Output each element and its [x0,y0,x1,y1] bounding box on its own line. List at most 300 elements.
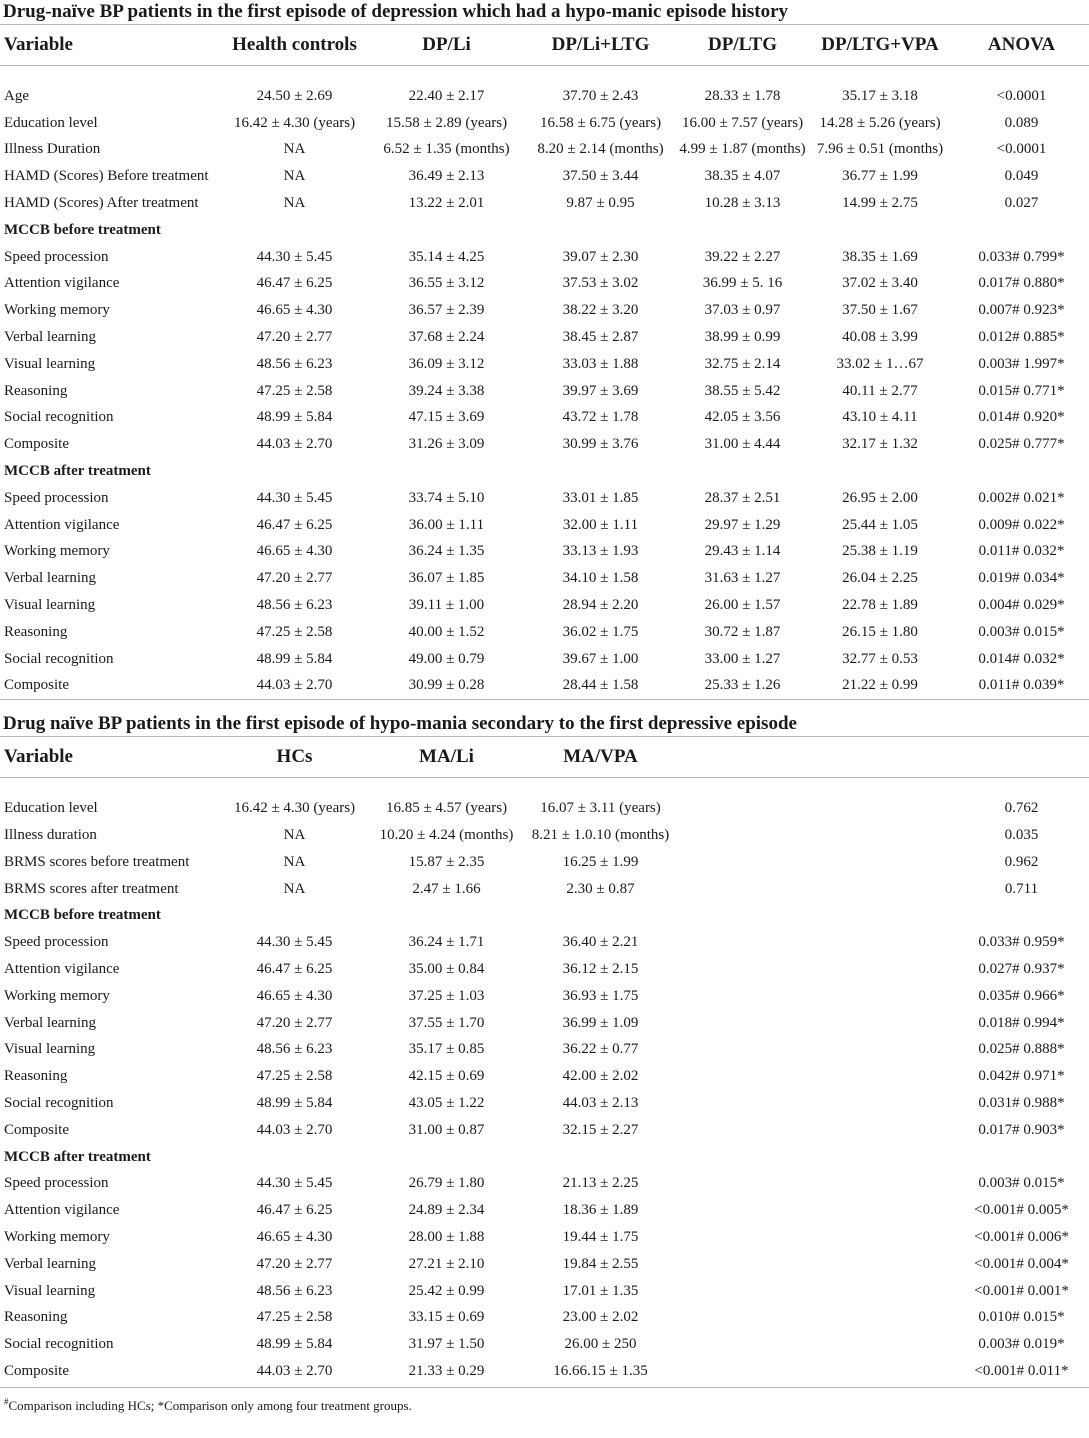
table-cell: 39.07 ± 2.30 [562,248,639,265]
table-cell: 46.47 ± 6.25 [256,961,333,977]
table-cell [679,1304,806,1331]
table-cell: 39.97 ± 3.69 [562,382,639,399]
table-cell: 36.99 ± 5. 16 [702,275,783,292]
row-label: Reasoning [4,623,68,640]
row-label: Social recognition [4,409,114,426]
table-cell [679,1063,806,1090]
table-cell [679,956,806,983]
table-cell: 37.53 ± 3.02 [562,275,639,292]
table-cell: 9.87 ± 0.95 [566,195,635,212]
row-label: BRMS scores before treatment [4,853,190,870]
table-cell: 37.03 ± 0.97 [704,302,781,319]
table-cell: 38.22 ± 3.20 [562,302,639,319]
table-cell: 26.04 ± 2.25 [842,570,918,587]
row-label: Visual learning [4,1041,96,1058]
table-cell: 36.40 ± 2.21 [562,934,639,951]
row-label: Social recognition [4,650,114,667]
column-header: Health controls [218,25,371,66]
table1-body [0,66,1089,700]
table-cell: 38.35 ± 1.69 [842,248,918,265]
table-cell: <0.001# 0.001* [974,1282,1069,1299]
table-cell: 47.25 ± 2.58 [256,1309,333,1326]
table-cell: 8.20 ± 2.14 (months) [537,141,664,158]
table-cell: 31.97 ± 1.50 [408,1336,485,1353]
table-cell: 0.031# 0.988* [978,1094,1065,1111]
row-label: Composite [4,1121,70,1138]
table-cell: 37.70 ± 2.43 [562,87,639,104]
table-cell [806,983,954,1010]
table-cell: 0.007# 0.923* [978,302,1065,319]
table-cell: 30.72 ± 1.87 [704,623,781,640]
table-row [0,110,1089,137]
row-label: BRMS scores after treatment [4,880,179,897]
table-row [0,1358,1089,1385]
table-cell: 27.21 ± 2.10 [408,1255,485,1272]
table-cell: 40.00 ± 1.52 [408,623,485,640]
column-header: DP/LTG+VPA [806,25,954,66]
table-cell: 46.47 ± 6.25 [256,516,333,533]
table-cell: 48.56 ± 6.23 [256,597,333,614]
table-row [0,1224,1089,1251]
table-row [0,1251,1089,1278]
table-cell: 18.36 ± 1.89 [562,1202,639,1219]
table-cell: 0.009# 0.022* [978,516,1065,533]
table-cell [806,1278,954,1305]
table1-header-row [0,25,1089,66]
table-cell: 0.003# 0.015* [978,623,1065,640]
table-row [0,1170,1089,1197]
table-cell: 28.37 ± 2.51 [704,489,781,506]
table-cell: 37.50 ± 1.67 [842,302,918,319]
table-cell: 0.017# 0.903* [978,1121,1065,1138]
table-cell: 4.99 ± 1.87 (months) [679,141,806,158]
row-label: Visual learning [4,355,96,372]
table-cell [806,1304,954,1331]
table-cell: 47.20 ± 2.77 [256,570,333,587]
table-cell: 44.03 ± 2.13 [562,1094,639,1111]
row-label: Reasoning [4,1068,68,1085]
table-row [0,244,1089,271]
table-cell [679,1010,806,1037]
table-cell: 14.99 ± 2.75 [842,195,918,212]
table-cell: 38.55 ± 5.42 [704,382,781,399]
table-cell: 37.55 ± 1.70 [408,1014,485,1031]
column-header: Variable [0,25,218,66]
table-row [0,1304,1089,1331]
table-cell: 22.40 ± 2.17 [408,87,485,104]
footnote-hash-mark: # [4,1396,9,1407]
table2-body [0,778,1089,1385]
table-cell: 17.01 ± 1.35 [562,1282,639,1299]
table-cell: 25.33 ± 1.26 [704,677,781,694]
table-cell: 0.011# 0.032* [978,543,1065,560]
table-cell [806,1117,954,1144]
table-cell: 23.00 ± 2.02 [562,1309,639,1326]
table-cell: 2.47 ± 1.66 [412,880,481,897]
table-row [0,646,1089,673]
table-cell: 39.67 ± 1.00 [562,650,639,667]
table-cell: 28.44 ± 1.58 [562,677,639,694]
table-cell: 26.00 ± 1.57 [704,597,781,614]
table-cell: 48.99 ± 5.84 [256,650,333,667]
row-label: Working memory [4,987,110,1004]
table-cell: 0.018# 0.994* [978,1014,1065,1031]
table-cell: 47.20 ± 2.77 [256,329,333,346]
row-label: Working memory [4,1228,110,1245]
row-label: Social recognition [4,1336,114,1353]
table-cell: 31.63 ± 1.27 [704,570,781,587]
table-row [0,485,1089,512]
row-label: Composite [4,436,70,453]
row-label: Reasoning [4,382,68,399]
table-cell [806,849,954,876]
table-cell [806,876,954,903]
table-cell: 0.011# 0.039* [978,677,1065,694]
table-cell: 39.24 ± 3.38 [408,382,485,399]
table-cell: 32.00 ± 1.11 [562,516,639,533]
table-cell: 46.47 ± 6.25 [256,275,333,292]
row-label: Illness Duration [4,141,101,158]
table-cell: 16.58 ± 6.75 (years) [539,114,662,131]
table-cell: 48.56 ± 6.23 [256,355,333,372]
table-cell: 30.99 ± 3.76 [562,436,639,453]
table-cell: 32.15 ± 2.27 [562,1121,639,1138]
row-label: HAMD (Scores) Before treatment [4,168,209,185]
table-cell: 38.45 ± 2.87 [562,329,639,346]
row-label: Visual learning [4,1282,96,1299]
column-header: DP/Li+LTG [522,25,679,66]
row-label: Verbal learning [4,1014,97,1031]
table-cell: 28.94 ± 2.20 [562,597,639,614]
row-label: Visual learning [4,597,96,614]
row-label: Speed procession [4,248,109,265]
table-cell: 0.762 [1004,800,1039,817]
row-label: Illness duration [4,827,97,844]
table-cell: 31.00 ± 0.87 [408,1121,485,1138]
table-cell: 16.42 ± 4.30 (years) [233,800,356,817]
subheading-row [0,217,1089,244]
table-cell: <0.0001 [996,141,1047,158]
table-cell: 0.014# 0.920* [978,409,1065,426]
table-row [0,822,1089,849]
table-cell: 19.44 ± 1.75 [562,1228,639,1245]
table-cell: 16.07 ± 3.11 (years) [540,800,661,817]
table-cell: 36.07 ± 1.85 [408,570,485,587]
table-cell: NA [283,141,306,158]
table-cell: 36.93 ± 1.75 [562,987,639,1004]
table-cell [679,1090,806,1117]
table-cell: 42.00 ± 2.02 [562,1068,639,1085]
table-cell: 31.26 ± 3.09 [408,436,485,453]
table-cell: 37.68 ± 2.24 [408,329,485,346]
table-cell [679,983,806,1010]
table-cell: 42.15 ± 0.69 [408,1068,485,1085]
table-cell: 32.75 ± 2.14 [704,355,781,372]
table-cell [806,1063,954,1090]
table2 [0,736,1089,1385]
row-label: Composite [4,677,70,694]
table-cell: 36.09 ± 3.12 [408,355,485,372]
table-cell [806,1251,954,1278]
table-cell: 48.99 ± 5.84 [256,1336,333,1353]
table1 [0,24,1089,699]
table-cell: 33.03 ± 1.88 [562,355,639,372]
table-cell: 0.027 [1004,195,1039,212]
table-row [0,1117,1089,1144]
table-cell: 0.089 [1004,114,1039,131]
table-cell: 10.28 ± 3.13 [704,195,781,212]
table-cell: 35.17 ± 0.85 [408,1041,485,1058]
table-cell: 36.00 ± 1.11 [408,516,485,533]
table-cell: 36.22 ± 0.77 [562,1041,639,1058]
table-cell: 0.042# 0.971* [978,1068,1065,1085]
table-row [0,849,1089,876]
subheading: MCCB before treatment [4,907,161,924]
table-cell: 31.00 ± 4.44 [704,436,781,453]
row-label: Verbal learning [4,570,97,587]
table-cell: 0.711 [1004,880,1039,897]
table-cell: 44.30 ± 5.45 [256,489,333,506]
table-row [0,190,1089,217]
table-cell: 49.00 ± 0.79 [408,650,485,667]
table-cell: 21.13 ± 2.25 [562,1175,639,1192]
table-cell: <0.001# 0.005* [974,1202,1069,1219]
table-cell [806,929,954,956]
table-row [0,163,1089,190]
row-label: HAMD (Scores) After treatment [4,195,199,212]
table-cell [679,849,806,876]
table-cell: 36.02 ± 1.75 [562,623,639,640]
table-cell: 47.15 ± 3.69 [408,409,485,426]
table-cell: 15.87 ± 2.35 [408,853,485,870]
table-cell: 36.12 ± 2.15 [562,961,639,977]
table-cell [679,1251,806,1278]
table-cell: 36.99 ± 1.09 [562,1014,639,1031]
table-cell: 22.78 ± 1.89 [842,597,918,614]
table-cell: 46.65 ± 4.30 [256,1228,333,1245]
table-row [0,1090,1089,1117]
table-cell: 21.22 ± 0.99 [842,677,918,694]
column-header: HCs [218,737,371,778]
table-cell: 14.28 ± 5.26 (years) [819,114,941,131]
row-label: Speed procession [4,934,109,951]
table-cell: 40.08 ± 3.99 [842,329,918,346]
column-header: ANOVA [954,25,1089,66]
table-cell: 24.50 ± 2.69 [256,87,333,104]
column-header: MA/VPA [522,737,679,778]
table-row [0,592,1089,619]
footnote-star-mark: * [157,1398,165,1414]
table-cell: 40.11 ± 2.77 [842,382,918,399]
table-cell: 33.01 ± 1.85 [562,489,639,506]
table-cell: 44.30 ± 5.45 [256,248,333,265]
column-header: DP/Li [371,25,522,66]
table-row [0,351,1089,378]
table-cell: 25.38 ± 1.19 [842,543,918,560]
row-label: Speed procession [4,1175,109,1192]
table-cell: 44.03 ± 2.70 [256,1121,333,1138]
table-cell: 16.00 ± 7.57 (years) [681,114,804,131]
row-label: Social recognition [4,1094,114,1111]
table-row [0,983,1089,1010]
table-row [0,795,1089,822]
table-cell: NA [283,880,306,897]
table-cell: 0.035# 0.966* [978,987,1065,1004]
row-label: Education level [4,800,98,817]
subheading: MCCB before treatment [4,221,161,238]
table-cell: 0.004# 0.029* [978,597,1065,614]
table-cell: 48.99 ± 5.84 [256,1094,333,1111]
table-cell: 25.44 ± 1.05 [842,516,918,533]
row-label: Working memory [4,543,110,560]
table-row [0,565,1089,592]
row-label: Verbal learning [4,1255,97,1272]
column-header [806,737,954,778]
table-cell: 37.50 ± 3.44 [562,168,639,185]
column-header: Variable [0,737,218,778]
column-header [954,737,1089,778]
footnote [0,1387,1089,1415]
row-label: Speed procession [4,489,109,506]
table-cell: 35.14 ± 4.25 [408,248,485,265]
table-cell [806,822,954,849]
table-cell: 26.15 ± 1.80 [842,623,918,640]
table-cell: 21.33 ± 0.29 [408,1362,485,1379]
table-divider [0,699,1089,712]
table-cell: 48.56 ± 6.23 [256,1041,333,1058]
table-cell [679,795,806,822]
table-cell: 32.17 ± 1.32 [842,436,918,453]
table-cell: 0.014# 0.032* [978,650,1065,667]
table-cell: 0.003# 1.997* [978,355,1065,372]
row-label: Education level [4,114,98,131]
table1-title: Drug-naïve BP patients in the first episode of depression which had a hypo-manic episode history [3,1,789,22]
table-cell: 36.24 ± 1.71 [408,934,485,951]
table-cell: 44.03 ± 2.70 [256,1362,333,1379]
table-cell: 16.85 ± 4.57 (years) [385,800,508,817]
table-row [0,673,1089,700]
table-cell [679,929,806,956]
table-cell: 26.00 ± 250 [564,1336,637,1353]
table-cell: 2.30 ± 0.87 [566,880,635,897]
table-row [0,324,1089,351]
subheading: MCCB after treatment [4,463,151,480]
table-cell: 47.20 ± 2.77 [256,1255,333,1272]
subheading-row [0,903,1089,930]
table-cell: 26.79 ± 1.80 [408,1175,485,1192]
table-cell [679,1117,806,1144]
table-cell: 28.33 ± 1.78 [704,87,781,104]
table-cell [806,1331,954,1358]
table-cell: 32.77 ± 0.53 [842,650,918,667]
subheading-row [0,1144,1089,1171]
table-cell [679,1037,806,1064]
table-cell: 36.55 ± 3.12 [408,275,485,292]
table-cell [806,1090,954,1117]
table-cell [806,1010,954,1037]
table-cell: <0.001# 0.006* [974,1228,1069,1245]
table-cell [679,876,806,903]
table-cell [806,1197,954,1224]
table-cell: 16.66.15 ± 1.35 [553,1362,648,1379]
table-cell: 43.72 ± 1.78 [562,409,639,426]
table-cell: 46.65 ± 4.30 [256,987,333,1004]
row-label: Reasoning [4,1309,68,1326]
table-cell: 36.77 ± 1.99 [842,168,918,185]
table-cell: 26.95 ± 2.00 [842,489,918,506]
table-row [0,956,1089,983]
table-cell: 0.025# 0.888* [978,1041,1065,1058]
table-cell: <0.001# 0.004* [974,1255,1069,1272]
table-cell [679,1278,806,1305]
subheading: MCCB after treatment [4,1148,151,1165]
table-cell: 47.20 ± 2.77 [256,1014,333,1031]
table-cell: 28.00 ± 1.88 [408,1228,485,1245]
table-cell [806,1037,954,1064]
table-cell: 0.019# 0.034* [978,570,1065,587]
table-cell: 43.10 ± 4.11 [842,409,918,426]
table-cell: 16.25 ± 1.99 [562,853,639,870]
table-cell [806,795,954,822]
table-cell [806,1358,954,1385]
table-row [0,1037,1089,1064]
table-cell: NA [283,853,306,870]
table-cell: 46.65 ± 4.30 [256,302,333,319]
table-cell: 48.99 ± 5.84 [256,409,333,426]
table-row [0,876,1089,903]
table-cell: 24.89 ± 2.34 [408,1202,485,1219]
table-cell: 42.05 ± 3.56 [704,409,781,426]
row-label: Attention vigilance [4,961,120,977]
table-cell: 44.30 ± 5.45 [256,934,333,951]
table-cell: 13.22 ± 2.01 [408,195,485,212]
table-cell: 44.03 ± 2.70 [256,436,333,453]
table-cell: 0.049 [1004,168,1039,185]
table-cell: NA [283,827,306,844]
table-cell: 6.52 ± 1.35 (months) [383,141,510,158]
table-cell [806,956,954,983]
table-cell: <0.0001 [996,87,1047,104]
table-cell: 46.47 ± 6.25 [256,1202,333,1219]
table-cell: 8.21 ± 1.0.10 (months) [531,827,670,844]
table-cell: 36.57 ± 2.39 [408,302,485,319]
column-header: MA/Li [371,737,522,778]
table-cell: 29.43 ± 1.14 [704,543,781,560]
table-cell: <0.001# 0.011* [974,1362,1069,1379]
table-cell [679,1197,806,1224]
table-cell: 36.49 ± 2.13 [408,168,485,185]
subheading-row [0,458,1089,485]
table-row [0,1063,1089,1090]
row-label: Verbal learning [4,329,97,346]
table-cell: 39.11 ± 1.00 [408,597,485,614]
table-cell: NA [283,168,306,185]
table-cell: 0.017# 0.880* [978,275,1065,292]
table-cell: 43.05 ± 1.22 [408,1094,485,1111]
table-cell: 44.30 ± 5.45 [256,1175,333,1192]
table2-header-row [0,737,1089,778]
table-cell: 0.025# 0.777* [978,436,1065,453]
table-cell: 48.56 ± 6.23 [256,1282,333,1299]
table-row [0,929,1089,956]
table-row [0,1197,1089,1224]
table-row [0,1010,1089,1037]
table-row [0,512,1089,539]
table-cell: 0.012# 0.885* [978,329,1065,346]
table-row [0,378,1089,405]
table-cell: 47.25 ± 2.58 [256,623,333,640]
table-cell: 30.99 ± 0.28 [408,677,485,694]
